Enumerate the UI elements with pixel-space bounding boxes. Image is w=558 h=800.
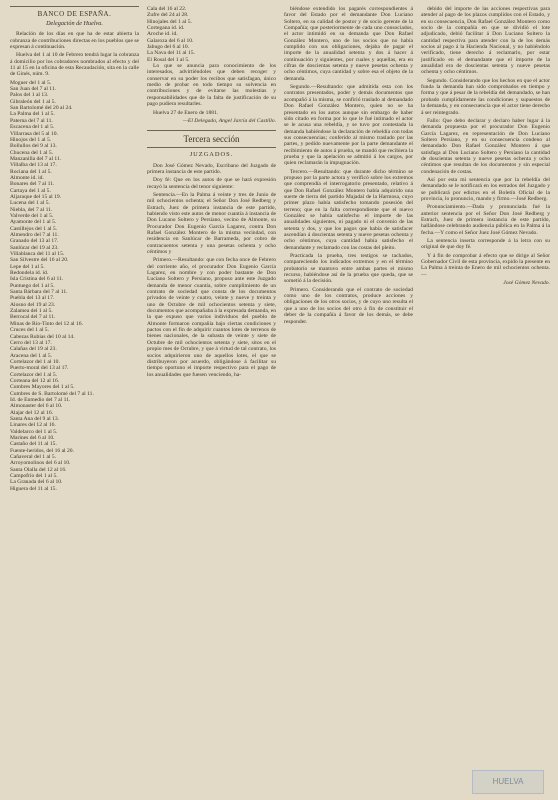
town-entry: Cortelazor del 1 al 10. (10, 358, 60, 365)
town-entry: Minas de Río-Tinto del 12 al 16. (10, 320, 83, 327)
town-entry: El Rosal del 1 al 5. (147, 56, 190, 63)
column-4 (421, 6, 550, 792)
town-entry: La Nava del 11 al 15. (147, 50, 195, 57)
town-entry: Jabugo del 6 al 10. (147, 44, 190, 51)
town-entry: Sanlúcar del 19 al 23. (10, 244, 59, 251)
town-entry: Isla Cristina del 6 al 11. (10, 276, 64, 283)
town-entry: Fuente-heridos, del 16 al 20. (10, 447, 75, 454)
town-entry: Santa Olalla del 12 al 16. (10, 466, 67, 473)
continuation-paragraph: biéndose extendido los pagarés correspondientes á favor del Estado por el demandante Don Luciano Soltero, en su calidad de postor y de socio gerente de la Compañía; que posteriormente de cada uno consociados, el actor intimidó en su demanda que Don Rafael González Montero, uno de los socios que no había cumplido con sus obligaciones, dejaba de pagar el importe de la anualidad setenta y dos á hacer á continuación y siguientes, por cuales y aquellas, era en cifras de doscientas setenta y nueve pesetas ochenta y ocho céntimos, cuya cantidad y sobre esa el objeto de la demanda. (284, 6, 413, 82)
ruling-paragraph: Fallo: Que debo declarar y declaro haber lugar á la demanda propuesta por el procurador Don Eugenio García Lagarez, en representación de Don Luciano Soltero Persiano, y en su consecuencia condeno al demandado Don Rafael González Montero á que satisfaga al Don Luciano Soltero y Persiano la cantidad de doscientas setenta y nueve pesetas ochenta y ocho céntimos que resultan de los documentos y sin especial condenación de costas. (421, 117, 550, 175)
bank-heading: BANCO DE ESPAÑA. (37, 10, 112, 18)
town-entry: Cumbres Mayores del 1 al 5. (10, 384, 75, 391)
notice-paragraph: Lo que se anuncia para conocimiento de los interesados, advirtiéndoles que deben recoger y conservar en su poder los recibos que satisfagan, único medio de probar en todo tiempo su solvencia en contribuciones y de evitarse las molestias y responsabilidades que de la falta de justificación de su pago pudiera resultarles. (147, 63, 276, 108)
delegation-subheading: Delegación de Huelva. (46, 20, 103, 27)
town-entry: Castaño del 11 al 15. (10, 441, 57, 448)
town-entry: Campofrío del 1 al 5. (10, 473, 58, 480)
town-entry: Almendro del 7 al 11. (10, 232, 59, 238)
town-entry: Escacena del 1 al 5. (10, 124, 55, 131)
town-entry: Id. de Enmedio del 7 al 11. (10, 396, 71, 403)
column-1 (10, 6, 139, 792)
second-considerando-paragraph: Segundo. Considerando que los hechos en que el actor funda la demanda han sido comprobados en tiempo y forma y que á pesar de la rebeldía del demandado, se han probado cumplidamente las condiciones y supuestos de la demanda, y en consecuencia que el actor tiene derecho á ser reintegrado. (421, 77, 550, 116)
town-entry: Arroyomolinos del 6 al 10. (10, 460, 71, 467)
town-entry: Manzanilla del 7 al 11. (10, 155, 62, 162)
town-entry: Valdelarco del 1 al 5. (10, 428, 58, 435)
town-entry: Rociana del 1 al 5. (10, 168, 52, 175)
town-entry: La Granada del 6 al 10. (10, 479, 63, 486)
town-entry: Redondela id. id. (10, 270, 49, 277)
town-entry: Linares del 12 al 16. (10, 422, 56, 429)
town-collection-list (10, 80, 139, 492)
courts-heading: JUZGADOS. (189, 151, 234, 159)
town-entry: Cerro del 13 al 17. (10, 339, 52, 346)
town-entry: Alajar del 12 al 16. (10, 409, 54, 416)
town-entry: Palos del 1 al 13. (10, 92, 49, 99)
town-entry: Bonares del 7 al 11. (10, 181, 55, 188)
town-entry: Cabezas Rubias del 10 al 14. (10, 333, 75, 340)
town-entry: Cumbres de S. Bartolomé del 7 al 11. (10, 390, 94, 397)
town-entry: Paterna del 7 al 11. (10, 117, 53, 124)
column-3 (284, 6, 413, 792)
town-entry: Santa Ana del 9 al 13. (10, 415, 60, 422)
town-entry: Berrocal del 7 al 11. (10, 314, 56, 321)
town-entry: Chucena del 1 al 5. (10, 149, 54, 156)
town-entry: Cortegana id. id. (147, 25, 185, 32)
town-entry: Granado del 13 al 17. (10, 238, 59, 245)
town-entry: Ayamonte del 1 al 5. (10, 219, 57, 226)
third-resultando-paragraph: Tercero.—Resultando: que durante dicho término se propuso por la parte actora y verificó sobre los extremos que comprendía el interrogatorio presentado, relativo á que Don Rafael González Montero había adquirido una suerte de tierra del partido Majadal de la Harmosa, cuyo primer plazo había satisfecho tomando posesión del terreno; que en la falta correspondiente que el nuevo González se había satisfecho el importe de las anualidades siguientes, ni pagado ni el convenio de las setenta y dos, y que los pagos que había de satisfacer ascendían á doscientas setenta y nueve pesetas ochenta y ocho céntimos, cuya cantidad había satisfecho el demandante y reclamado con las costas del pleito. (284, 168, 413, 251)
town-entry: Lucena del 1 al 5. (10, 200, 50, 207)
town-entry: San Juan del 7 al 11. (10, 86, 57, 93)
town-entry: Niebla, del 7 al 11. (10, 206, 53, 213)
town-entry: Villablanca del 11 al 15. (10, 251, 65, 258)
town-entry: Bollullos del 9 al 13. (10, 143, 57, 150)
delegate-signature: —El Delegado, Angel Jarcía del Castillo. (182, 117, 276, 124)
town-entry: Marines del 6 al 10. (10, 435, 55, 441)
town-entry: Villarrasa del 5 al 10. (10, 130, 58, 137)
town-entry: Cartaya del 1 al 5. (10, 187, 51, 194)
publication-paragraph: Así por esta mi sentencia que por la rebeldía del demandado se le notificará en los estrados del Juzgado y se publicará por edictos en el Boletín Oficial de la provincia, lo pronuncio, mando y firmo.—José Redberg. (421, 176, 550, 202)
column-2 (147, 6, 276, 792)
town-entry: Cala del 16 al 22. (147, 6, 187, 12)
town-entry: Almonte id. id. (10, 174, 44, 181)
town-entry: Castillejos del 1 al 5. (10, 225, 58, 232)
town-entry: Aljaraque del 15 al 19. (10, 193, 62, 200)
town-entry: Cruces del 1 al 5. (10, 327, 49, 334)
huelva-collection-paragraph: Huelva del 1 al 10 de Febrero tendrá lugar la cobranza á domicilio por los cobradores nombrados al efecto y del 11 al 15 en la oficina de esta Recaudación, sita en la calle de Ginés, núm. 9. (10, 52, 139, 78)
town-entry: Valverde del 1 al 5. (10, 212, 54, 219)
obligation-paragraph: debido del importe de las acciones respectivas para atender al pago de los plazos cumplidos con el Estado, y en su consecuencia, Don Rafael González Montero como socio de la compañía en que se dividió el lote adjudicado, debió facilitar á Don Luciano Soltero la cantidad respectiva para atender con la de los demás socios al pago á la Hacienda Nacional, y no habiéndolo verificado, tiene derecho á reclamarlo, por estar justificado en el demandante que el importe de la anualidad era de doscientas setenta y nueve pesetas ochenta y ocho céntimos. (421, 6, 550, 76)
certification-paragraph: La sentencia inserta corresponde á la letra con su original de que doy fé. (421, 238, 550, 251)
town-entry: Moguer del 1 al 5. (10, 79, 52, 86)
town-entry: Aroche id. id. (147, 31, 178, 38)
town-entry: La Palma del 1 al 5. (10, 111, 55, 118)
clerk-signature: José Gómez Nevado. (503, 280, 550, 287)
town-entry: Villalba del 13 al 17. (10, 162, 57, 169)
evidence-paragraph: Practicada la prueba, tres testigos se tachados, compareciendo los indicados extremos y en el término probatorio se mantuvo entre ambas partes el mismo recurso, habiéndose así de la prueba que queda, que se sometió á la decisión. (284, 253, 413, 285)
town-entry: Puerto-moral del 13 al 17. (10, 365, 69, 372)
town-entry: Cañaveral del 1 al 5. (10, 454, 57, 461)
town-entry: Puntuego del 1 al 5. (10, 282, 55, 289)
town-entry: Calañas del 19 al 23. (10, 346, 57, 353)
second-resultando-paragraph: Segundo.—Resultando: que admitida esta con los contratos presentados, poder y demás documentos que acompañó á la misma, se confirió traslado al demandado Don Rafael González Montero, quien no se ha presentado en los autos aunque sin embargo de haber sido citado en forma por lo que le fué intimado el actor se le acusa una rebeldía, y se tuvo por contestada la demanda habiéndose la declaración de rebeldía con todas sus consecuencias; conferido al mismo traslado por las partes, y pedido nuevamente por la parte demandante el recibimiento de autos á prueba, se mandó que recibiera la prueba y que la apelación se admitió á los cargos, por quien reclamarán la impugnación. (284, 84, 413, 167)
column-top-rule (10, 6, 139, 7)
town-entry: Lepe del 1 al 5. (10, 263, 45, 270)
clerk-paragraph: Don José Gómez Nevado, Escribano del Juzgado de primera instancia de este partido. (147, 162, 276, 175)
closing-paragraph: Y á fin de comprobar á efecto que se dirige al Señor Gobernador Civil de esta provincia, expido la presente en La Palma á treinta de Enero de mil ochocientos ochenta.— (421, 252, 550, 278)
town-entry: Puebla del 13 al 17. (10, 295, 55, 302)
attestation-paragraph: Doy fé: Que en los autos de que se hará expresión recayó la sentencia del tenor siguiente: (147, 177, 276, 190)
library-stamp: HUELVA (472, 770, 544, 794)
bank-intro-paragraph: Relación de los días en que ha de estar abierta la cobranza de contribuciones directas en los pueblos que se expresan á continuación. (10, 31, 139, 51)
town-collection-list-continued (147, 6, 276, 63)
town-entry: Galaroza del 6 al 10. (147, 37, 194, 44)
town-entry: Corteana del 12 al 16. (10, 377, 60, 384)
town-entry: Santa Bárbara del 7 al 11. (10, 289, 68, 296)
first-resultando-paragraph: Primero.—Resultando: que con fecha once de Febrero del corriente año, el procurador Don Eugenio García Lagarez, en nombre y con poder bastante de Don Luciano Soltero y Persiano, propuso ante este Juzgado demanda de menor cuantía, sobre cumplimiento de un contrato de sociedad que consta de los documentos privados de veinte y cuatro, veinte y nueve y treinta y uno de Octubre de mil ochocientos setenta y siete, documentos que acompañaba á la expresada demanda, en la que expuso que varios individuos del pueblo de Almonte formaron compañía bajo ciertas condiciones y pactos con el fin de adquirir cuantos lotes de terrenos de bienes nacionales, de la subasta de veinte y siete de Octubre de mil ochocientos setenta y siete, sitos en el propio mes de Octubre, y que á virtud de tal contrato, los socios adquirieron uno de aquellos lotes, el que se distribuyeron por acuerdo, obligándose á facilitar su tiempo oportuno el importe respectivo para el pago de los anualidades que fuesen venciendo, ha- (147, 257, 276, 378)
town-entry: Zufre del 24 al 28. (147, 12, 189, 19)
town-entry: San Silvestre del 16 al 20. (10, 257, 69, 264)
town-entry: Almonaster del 6 al 10. (10, 403, 63, 410)
town-entry: Cortelazor del 1 al 5. (10, 371, 58, 378)
town-entry: Hinojales del 1 al 5. (147, 18, 192, 25)
town-entry: San Bartolomé del 20 al 24. (10, 105, 73, 112)
town-entry: Alosno del 19 al 23. (10, 301, 56, 308)
sentence-paragraph: Sentencia.—En la Palma á veinte y tres de Junio de mil ochocientos ochenta; el Señor Don José Redberg y Estrach, Juez de primera instancia de este partido, habiendo visto este autos de menor cuantía á instancia de Don Lucano Soltero y Persiano, vecino de Almonte, su Procurador Don Eugenio García Lagarez, contra Don Rafael González Montero de la misma vecindad, con residencia en Sanlúcar de Barrameda, por cobro de contracuentos setenta y una pesetas ochenta y ocho céntimos y (147, 191, 276, 255)
town-entry: Zalamea del 1 al 5. (10, 308, 53, 315)
town-entry: Hinojos del 1 al 5. (10, 136, 52, 143)
town-entry: Higuera del 11 al 15. (10, 485, 57, 492)
town-entry: Gibraleón del 1 al 5. (10, 98, 56, 105)
first-considerando-paragraph: Primero. Considerando que el contrato de sociedad como uno de los contratos, produce acciones y obligaciones de los otros socios, y de cuyo uno resulta el que a uno de los socios del otro á fin de constituir el deber de la compañía á favor de los demás, se debe responder. (284, 286, 413, 325)
town-entry: Aracena del 1 al 5. (10, 352, 53, 359)
pronouncement-paragraph: Pronunciamiento.—Dada y pronunciada fué la anterior sentencia por el Señor Don José Redberg y Estrach, Juez de primera instancia de este partido, hallándose celebrando audiencia pública en la Palma á la fecha.—Y como el Señor Juez José Gómez Nevado. (421, 204, 550, 236)
notice-dateline: Huelva 27 de Enero de 1881. (153, 109, 219, 116)
text-columns (10, 6, 550, 792)
third-section-title: Tercera sección (147, 130, 276, 148)
